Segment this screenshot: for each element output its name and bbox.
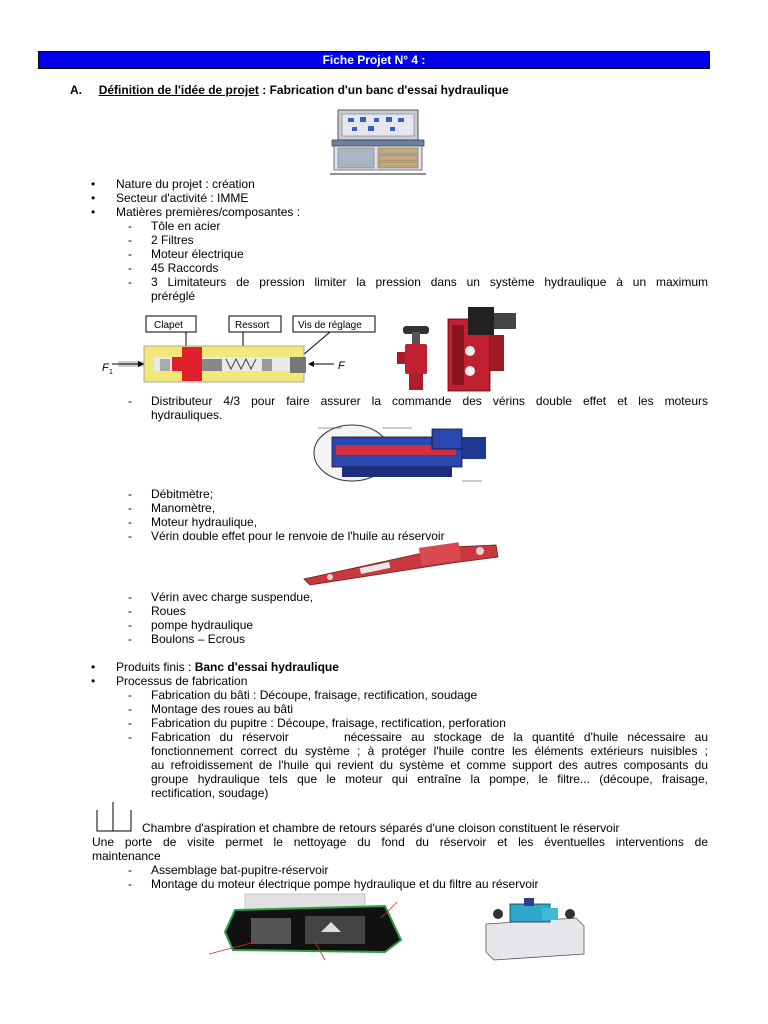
distributeur-paragraph: [151, 394, 708, 422]
bullet-marker: •: [91, 191, 96, 205]
dash: -: [128, 702, 132, 716]
limiteur-line: préréglé: [151, 289, 196, 303]
bullet-marker: •: [91, 205, 96, 219]
dash: -: [128, 515, 132, 529]
process-item: Fabrication du bâti : Découpe, fraisage, rectification, soudage: [151, 688, 478, 702]
chambre-text: Chambre d'aspiration et chambre de retours séparés d'une cloison constituent le réservoir: [142, 821, 620, 835]
test-bench-image: [330, 108, 426, 176]
distributor-image: [312, 423, 492, 485]
reservoir-paragraph: [151, 730, 708, 800]
reservoir-line: groupe hydraulique tels que le moteur qui entraîne la pompe, le filtre... (découpe, fraisage,: [151, 772, 708, 786]
reservoir-symbol: [95, 800, 135, 834]
section-sep: :: [258, 83, 270, 97]
produits-bold: Banc d'essai hydraulique: [194, 660, 339, 674]
dash: -: [128, 604, 132, 618]
dash: -: [128, 688, 132, 702]
material-item: Moteur hydraulique,: [151, 515, 258, 529]
section-a-heading: [70, 83, 509, 97]
reservoir-line: fonctionnement correct du système ; à protéger l'huile contre les éléments extérieurs nuisibles ;: [151, 744, 708, 758]
section-letter: A.: [70, 83, 82, 97]
label-f2: F: [338, 360, 345, 372]
bullet-nature: Nature du projet : création: [116, 177, 255, 191]
dash: -: [128, 233, 132, 247]
bullet-processus: Processus de fabrication: [116, 674, 248, 688]
process-item: Montage des roues au bâti: [151, 702, 294, 716]
label-vis: Vis de réglage: [298, 320, 362, 331]
limiteur-paragraph: [151, 275, 708, 303]
material-item: 2 Filtres: [151, 233, 194, 247]
label-f1: F: [102, 362, 109, 374]
dash: -: [128, 261, 132, 275]
dash: -: [128, 529, 132, 543]
dash: -: [128, 247, 132, 261]
section-title: Fabrication d'un banc d'essai hydraulique: [269, 83, 509, 97]
valve-photo-2: [440, 305, 522, 393]
bullet-marker: •: [91, 674, 96, 688]
bullet-produits: [116, 660, 339, 674]
material-item: Roues: [151, 604, 186, 618]
bullet-matieres: Matières premières/composantes :: [116, 205, 301, 219]
material-item: Tôle en acier: [151, 219, 221, 233]
distributeur-line: hydrauliques.: [151, 408, 223, 422]
valve-photo-1: [395, 322, 437, 392]
label-f1-sub: 1: [109, 369, 113, 376]
label-ressort: Ressort: [235, 320, 270, 331]
reservoir-line: Fabrication du réservoir nécessaire au stockage de la quantité d'huile nécessaire au: [151, 730, 708, 744]
pressure-limiter-diagram: [98, 313, 380, 393]
material-item: Débitmètre;: [151, 487, 214, 501]
dash: -: [128, 730, 132, 744]
assembly-item: Montage du moteur électrique pompe hydraulique et du filtre au réservoir: [151, 877, 539, 891]
cylinder-image: [300, 539, 500, 587]
bullet-marker: •: [91, 660, 96, 674]
dash: -: [128, 275, 132, 289]
reservoir-assembly-image: [480, 896, 590, 964]
page-banner: Fiche Projet N° 4 :: [38, 51, 710, 69]
bullet-marker: •: [91, 177, 96, 191]
material-item: Vérin double effet pour le renvoie de l'huile au réservoir: [151, 529, 445, 543]
reservoir-line: rectification, soudage): [151, 786, 269, 800]
material-item: Vérin avec charge suspendue,: [151, 590, 314, 604]
dash: -: [128, 618, 132, 632]
section-heading-underlined: Définition de l'idée de projet: [98, 83, 259, 97]
reservoir-cutaway-image: [205, 892, 410, 964]
dash: -: [128, 394, 132, 408]
porte-paragraph: [92, 835, 708, 863]
dash: -: [128, 877, 132, 891]
porte-line: Une porte de visite permet le nettoyage du fond du réservoir et les éventuelles interventions de: [92, 835, 708, 849]
material-item: 45 Raccords: [151, 261, 219, 275]
dash: -: [128, 590, 132, 604]
material-item: pompe hydraulique: [151, 618, 254, 632]
limiteur-line: 3 Limitateurs de pression limiter la pression dans un système hydraulique à un maximum: [151, 275, 708, 289]
dash: -: [128, 632, 132, 646]
dash: -: [128, 716, 132, 730]
dash: -: [128, 501, 132, 515]
distributeur-line: Distributeur 4/3 pour faire assurer la commande des vérins double effet et les moteurs: [151, 394, 708, 408]
dash: -: [128, 863, 132, 877]
assembly-item: Assemblage bat-pupitre-réservoir: [151, 863, 329, 877]
material-item: Boulons – Ecrous: [151, 632, 246, 646]
label-clapet: Clapet: [154, 320, 183, 331]
material-item: Moteur électrique: [151, 247, 244, 261]
dash: -: [128, 487, 132, 501]
produits-prefix: Produits finis :: [116, 660, 195, 674]
reservoir-line: au refroidissement de l'huile qui revient du système et comme support des autres composants du: [151, 758, 708, 772]
porte-line: maintenance: [92, 849, 161, 863]
dash: -: [128, 219, 132, 233]
bullet-secteur: Secteur d'activité : IMME: [116, 191, 249, 205]
process-item: Fabrication du pupitre : Découpe, fraisage, rectification, perforation: [151, 716, 506, 730]
material-item: Manomètre,: [151, 501, 216, 515]
